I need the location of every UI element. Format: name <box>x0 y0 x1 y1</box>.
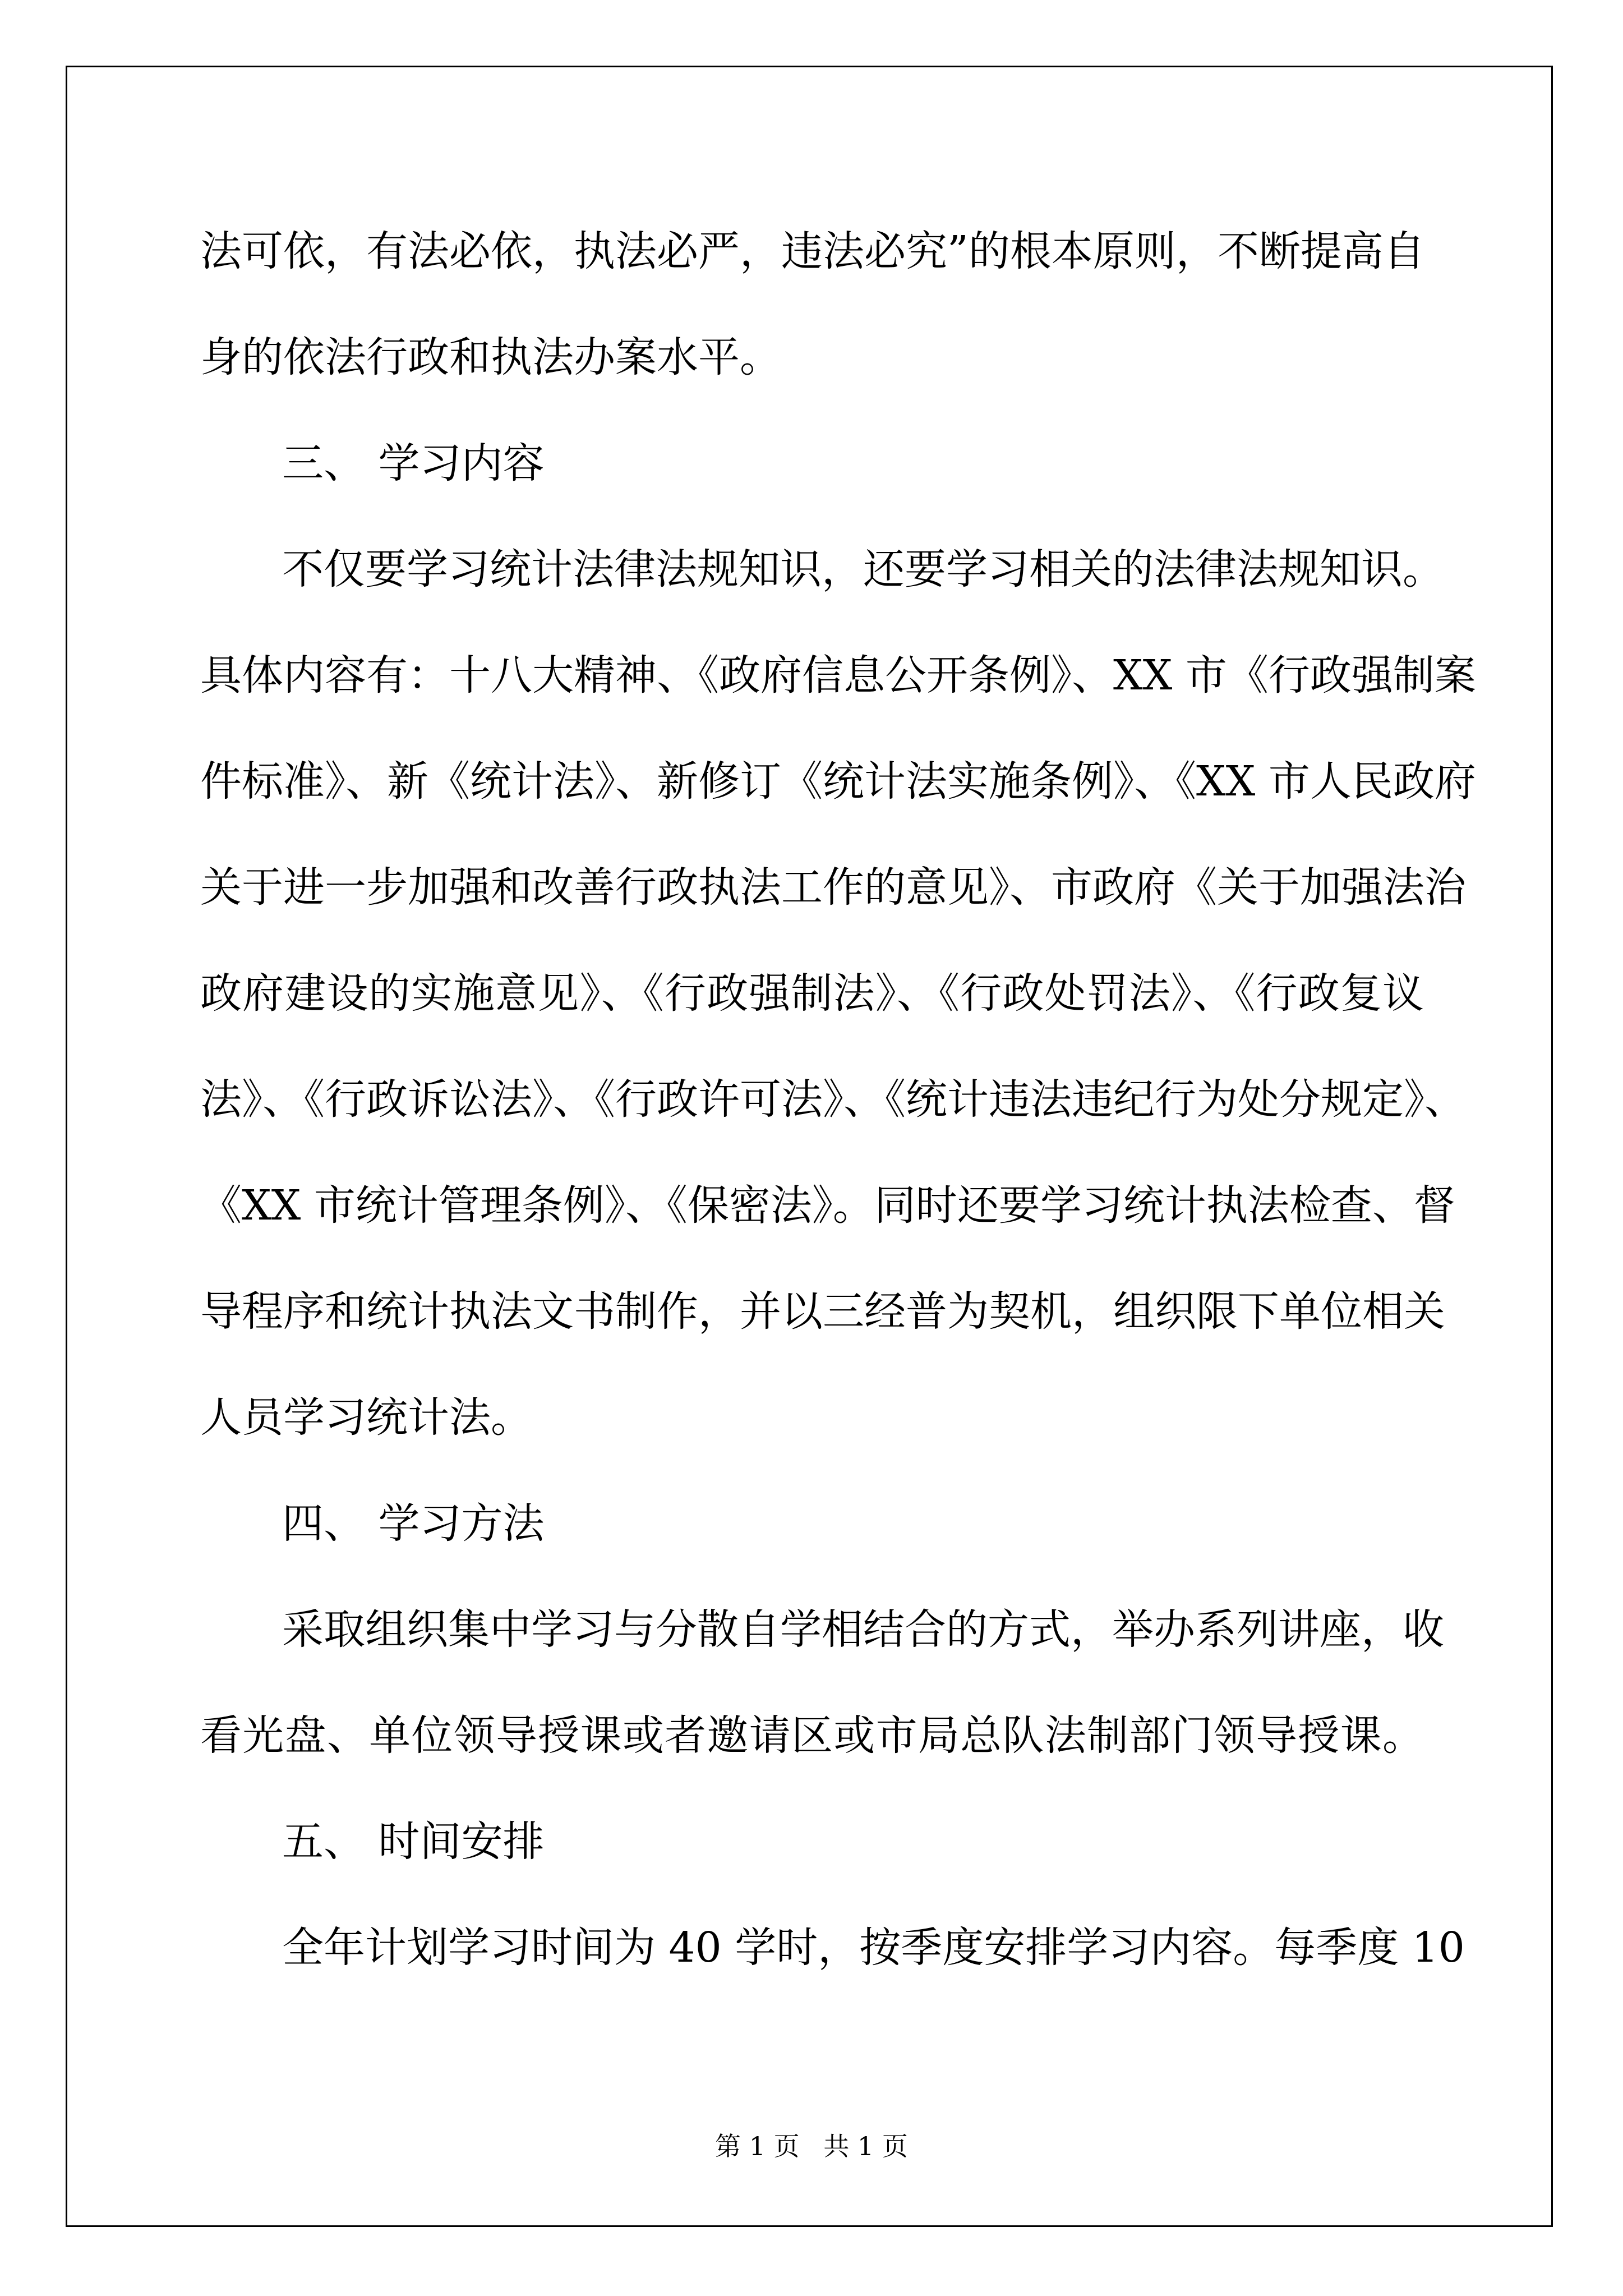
paragraph-line: 法可依，有法必依，执法必严，违法必究”的根本原则，不断提高自 <box>200 227 1425 275</box>
paragraph-line: 看光盘、单位领导授课或者邀请区或市局总队法制部门领导授课。 <box>200 1711 1424 1760</box>
paragraph-line: 身的依法行政和执法办案水平。 <box>200 333 781 381</box>
section-heading: 三、 学习内容 <box>282 439 545 487</box>
document-body <box>200 199 1476 2001</box>
paragraph-line: 《XX 市统计管理条例》、《保密法》。同时还要学习统计执法检查、督 <box>200 1181 1455 1230</box>
section-heading: 五、 时间安排 <box>282 1818 545 1866</box>
paragraph-line: 不仅要学习统计法律法规知识，还要学习相关的法律法规知识。 <box>282 545 1444 593</box>
paragraph-line: 采取组织集中学习与分散自学相结合的方式，举办系列讲座，收 <box>282 1605 1444 1654</box>
page-footer <box>0 2126 1623 2163</box>
paragraph-line: 人员学习统计法。 <box>200 1393 532 1442</box>
paragraph-line: 政府建设的实施意见》、《行政强制法》、《行政处罚法》、《行政复议 <box>200 969 1424 1018</box>
paragraph-line: 导程序和统计执法文书制作，并以三经普为契机，组织限下单位相关 <box>200 1287 1445 1336</box>
paragraph-line: 件标准》、新《统计法》、新修订《统计法实施条例》、《XX 市人民政府 <box>200 757 1476 806</box>
paragraph-line: 全年计划学习时间为 40 学时，按季度安排学习内容。每季度 10 <box>282 1924 1465 1972</box>
paragraph-line: 具体内容有：十八大精神、《政府信息公开条例》、XX 市《行政强制案 <box>200 651 1476 700</box>
section-heading: 四、 学习方法 <box>282 1499 545 1548</box>
paragraph-line: 关于进一步加强和改善行政执法工作的意见》、市政府《关于加强法治 <box>200 863 1466 912</box>
page-number: 第 1 页 <box>715 2131 800 2161</box>
page-total: 共 1 页 <box>823 2131 908 2161</box>
paragraph-line: 法》、《行政诉讼法》、《行政许可法》、《统计违法违纪行为处分规定》、 <box>200 1075 1466 1124</box>
